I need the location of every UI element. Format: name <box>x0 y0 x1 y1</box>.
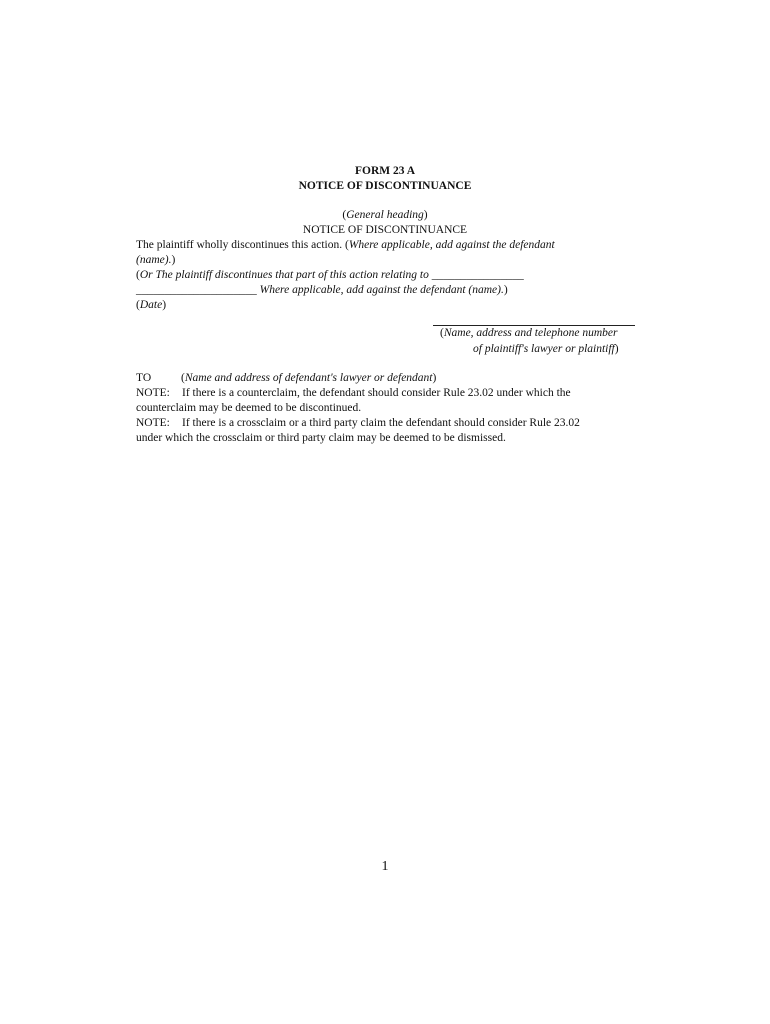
paragraph-1-line-2-italic: (name). <box>136 254 172 266</box>
signature-caption-2: of plaintiff's lawyer or plaintiff) <box>473 343 619 355</box>
note-1-text: If there is a counterclaim, the defendant should consider Rule 23.02 under which the <box>182 387 571 399</box>
paragraph-1-text: The plaintiff wholly discontinues this action. ( <box>136 239 349 251</box>
form-number: FORM 23 A <box>354 165 416 177</box>
note-1-line-1 <box>136 386 571 401</box>
page-number: 1 <box>381 859 389 874</box>
note-2-text: If there is a crossclaim or a third party claim the defendant should consider Rule 23.02 <box>182 417 580 429</box>
paragraph-2-line-2 <box>136 283 508 298</box>
signature-caption-1-text: Name, address and telephone number <box>443 327 618 339</box>
paragraph-2-blank-1: ________________ <box>431 269 524 281</box>
paragraph-2-open: ( <box>136 269 140 281</box>
paragraph-1-line-2-end: ) <box>171 254 176 266</box>
paragraph-2-italic-2: Where applicable, add against the defendant (name). <box>259 284 504 296</box>
general-heading-text: General heading <box>346 209 424 221</box>
signature-caption-1: (Name, address and telephone number <box>440 327 618 339</box>
paragraph-2-blank-2: _____________________ <box>136 284 257 296</box>
signature-caption-2-text: of plaintiff's lawyer or plaintiff <box>473 343 615 355</box>
paragraph-2-italic: Or The plaintiff discontinues that part of this action relating to <box>139 269 429 281</box>
to-line: TO (Name and address of defendant's lawyer or defendant) <box>136 372 437 384</box>
note-1-line-2: counterclaim may be deemed to be discontinued. <box>136 402 362 414</box>
paragraph-1-line-1 <box>136 238 555 253</box>
note-1-label: NOTE: <box>136 387 170 399</box>
paragraph-2-close: ) <box>503 284 508 296</box>
to-label: TO <box>136 372 152 384</box>
notice-title: NOTICE OF DISCONTINUANCE <box>302 224 468 236</box>
form-title: NOTICE OF DISCONTINUANCE <box>298 180 472 192</box>
note-2-line-2: under which the crossclaim or third party claim may be deemed to be dismissed. <box>136 432 506 444</box>
date-label: Date <box>139 299 163 311</box>
paragraph-2-line-1 <box>136 268 524 283</box>
paragraph-1-line-2 <box>136 253 175 268</box>
general-heading: (General heading) <box>342 209 428 221</box>
note-2-line-1 <box>136 416 580 431</box>
paragraph-1-italic: Where applicable, add against the defendant <box>348 239 555 251</box>
date-line: (Date) <box>136 299 167 311</box>
note-2-label: NOTE: <box>136 417 170 429</box>
to-text: Name and address of defendant's lawyer or defendant <box>184 372 433 384</box>
